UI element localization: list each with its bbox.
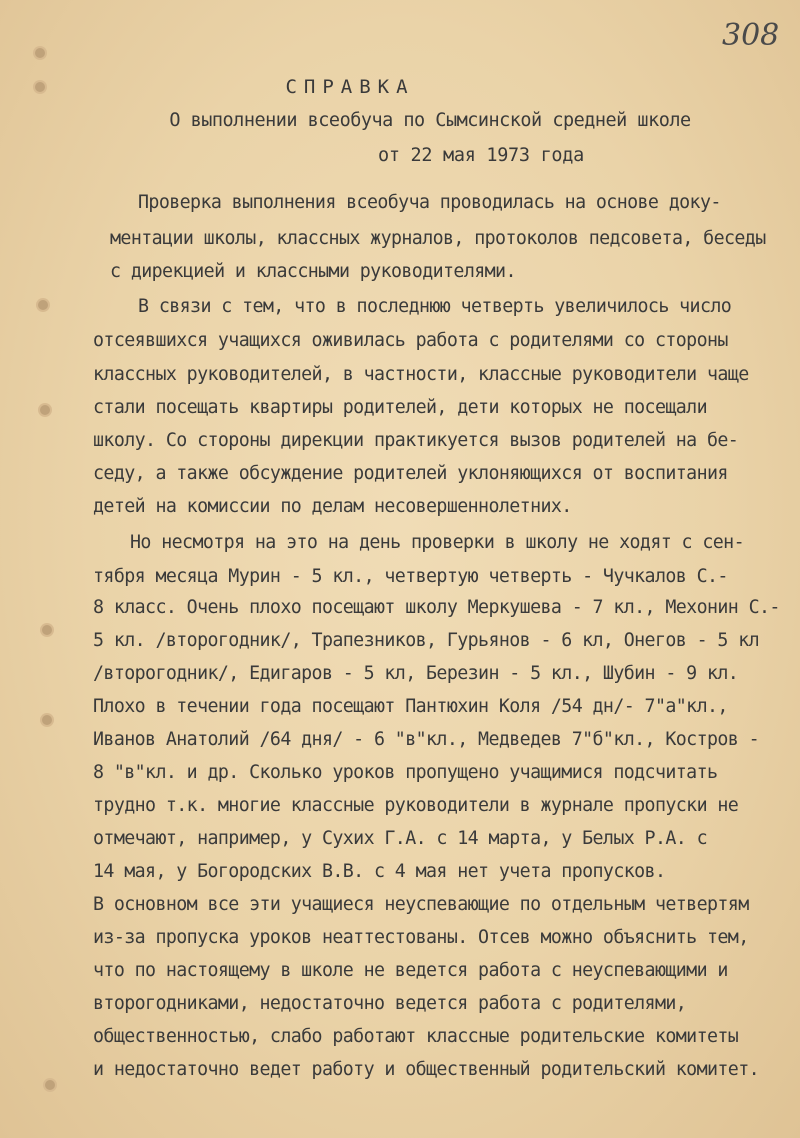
document-date: от 22 мая 1973 года xyxy=(378,145,584,166)
text-line: 8 класс. Очень плохо посещают школу Меркушева - 7 кл., Мехонин С.- xyxy=(93,597,780,618)
text-line: /второгодник/, Едигаров - 5 кл, Березин - 5 кл., Шубин - 9 кл. xyxy=(93,663,739,684)
text-line: отсеявшихся учащихся оживилась работа с родителями со стороны xyxy=(93,330,728,351)
text-line: 14 мая, у Богородских В.В. с 4 мая нет учета пропусков. xyxy=(93,861,666,882)
punch-hole-7 xyxy=(45,1080,55,1090)
text-line: школу. Со стороны дирекции практикуется вызов родителей на бе- xyxy=(93,430,739,451)
text-line: с дирекцией и классными руководителями. xyxy=(110,261,516,282)
punch-hole-1 xyxy=(35,48,45,58)
text-line: детей на комиссии по делам несовершеннолетних. xyxy=(93,496,572,517)
text-line: классных руководителей, в частности, классные руководители чаще xyxy=(93,364,749,385)
text-line: Плохо в течении года посещают Пантюхин Коля /54 дн/- 7"а"кл., xyxy=(93,696,728,717)
text-line: 8 "в"кл. и др. Сколько уроков пропущено учащимися подсчитать xyxy=(93,762,718,783)
text-line: отмечают, например, у Сухих Г.А. с 14 марта, у Белых Р.А. с xyxy=(93,828,707,849)
text-line: из-за пропуска уроков неаттестованы. Отсев можно объяснить тем, xyxy=(93,927,749,948)
text-line: стали посещать квартиры родителей, дети которых не посещали xyxy=(93,397,707,418)
punch-hole-5 xyxy=(42,625,52,635)
text-line: седу, а также обсуждение родителей уклоняющихся от воспитания xyxy=(93,463,728,484)
text-line: 5 кл. /второгодник/, Трапезников, Гурьянов - 6 кл, Онегов - 5 кл xyxy=(93,630,759,651)
document-title: СПРАВКА xyxy=(285,76,415,98)
text-line: что по настоящему в школе не ведется работа с неуспевающими и xyxy=(93,960,728,981)
text-line: В основном все эти учащиеся неуспевающие по отдельным четвертям xyxy=(93,894,749,915)
punch-hole-3 xyxy=(38,300,48,310)
document-subtitle: О выполнении всеобуча по Сымсинской средней школе xyxy=(169,110,691,131)
text-line: Проверка выполнения всеобуча проводилась на основе доку- xyxy=(138,192,721,213)
text-line: Иванов Анатолий /64 дня/ - 6 "в"кл., Медведев 7"б"кл., Костров - xyxy=(93,729,759,750)
text-line: второгодниками, недостаточно ведется работа с родителями, xyxy=(93,993,687,1014)
text-line: ментации школы, классных журналов, протоколов педсовета, беседы xyxy=(110,228,766,249)
punch-hole-6 xyxy=(42,715,52,725)
text-line: и недостаточно ведет работу и общественный родительский комитет. xyxy=(93,1059,759,1080)
text-line: трудно т.к. многие классные руководители в журнале пропуски не xyxy=(93,795,739,816)
text-line: Но несмотря на это на день проверки в школу не ходят с сен- xyxy=(130,532,744,553)
page-number: 308 xyxy=(722,18,780,53)
text-line: В связи с тем, что в последнюю четверть увеличилось число xyxy=(138,296,732,317)
text-line: общественностью, слабо работают классные родительские комитеты xyxy=(93,1026,739,1047)
punch-hole-4 xyxy=(40,405,50,415)
text-line: тября месяца Мурин - 5 кл., четвертую четверть - Чучкалов С.- xyxy=(93,566,728,587)
